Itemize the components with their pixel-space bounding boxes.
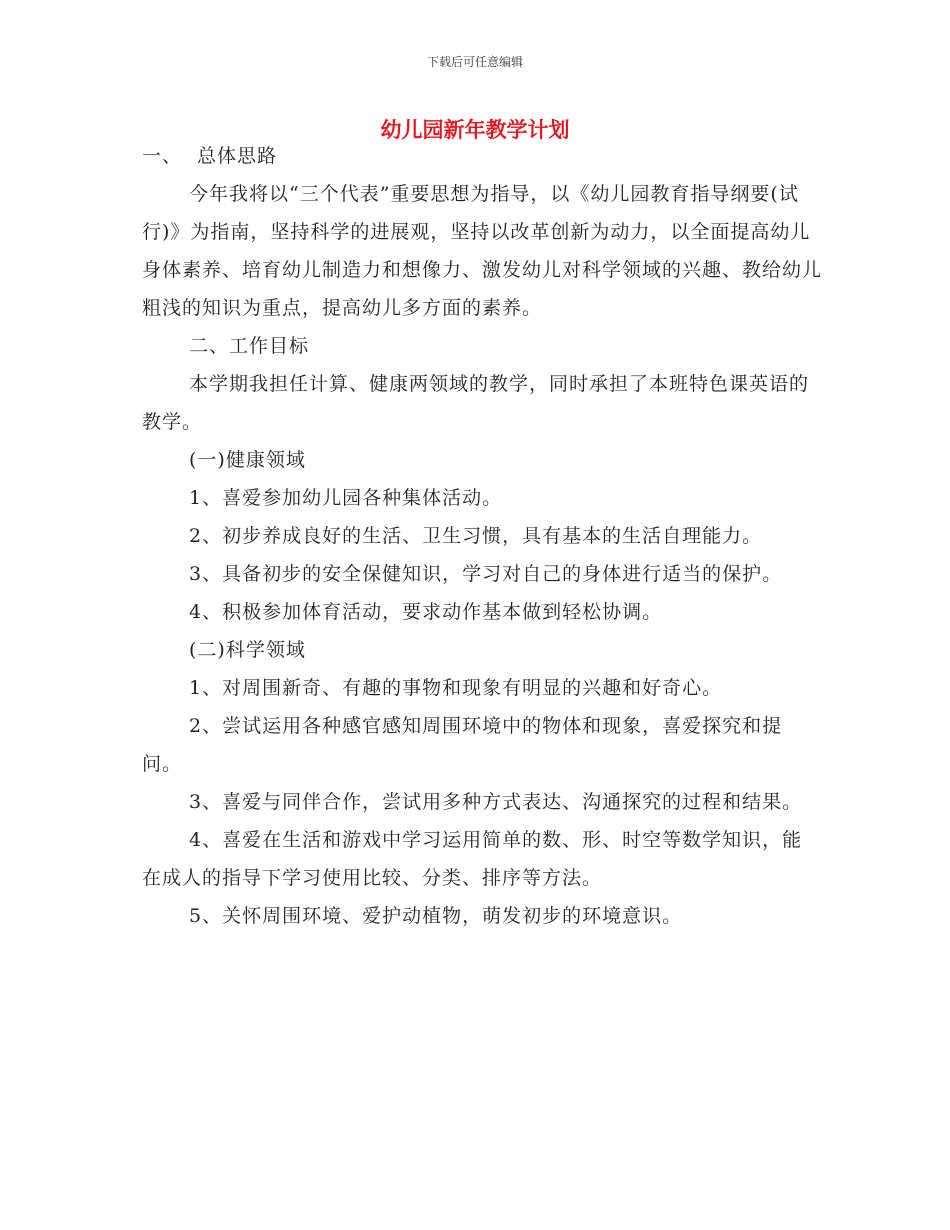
list-item: 2、尝试运用各种感官感知周围环境中的物体和现象，喜爱探究和提问。: [142, 715, 783, 775]
list-item: 3、喜爱与同伴合作，尝试用多种方式表达、沟通探究的过程和结果。: [189, 791, 803, 813]
header-note: 下载后可任意编辑: [426, 55, 523, 69]
list-item: 5、关怀周围环境、爱护动植物，萌发初步的环境意识。: [189, 905, 683, 927]
document-body: [142, 137, 822, 935]
list-item: 4、喜爱在生活和游戏中学习运用简单的数、形、时空等数学知识，能在成人的指导下学习使用比较、分类、排序等方法。: [142, 829, 803, 889]
section-heading-goals: 二、工作目标: [189, 335, 310, 357]
section-heading-overall: [142, 137, 822, 175]
list-item: 1、喜爱参加幼儿园各种集体活动。: [189, 487, 503, 509]
paragraph-goals: 本学期我担任计算、健康两领域的教学，同时承担了本班特色课英语的教学。: [142, 373, 810, 433]
list-item: 1、对周围新奇、有趣的事物和现象有明显的兴趣和好奇心。: [189, 677, 723, 699]
list-item: 2、初步养成良好的生活、卫生习惯，具有基本的生活自理能力。: [189, 525, 763, 547]
list-item: 4、积极参加体育活动，要求动作基本做到轻松协调。: [189, 601, 663, 623]
subheading-health: (一)健康领域: [189, 449, 306, 471]
paragraph-overall: 今年我将以“三个代表”重要思想为指导，以《幼儿园教育指导纲要(试行)》为指南，坚持科学的进展观，坚持以改革创新为动力，以全面提高幼儿身体素养、培育幼儿制造力和想像力、激发幼儿对科学领域的兴趣、教给幼儿粗浅的知识为重点，提高幼儿多方面的素养。: [142, 183, 823, 319]
document-title: 幼儿园新年教学计划: [380, 118, 570, 142]
section-title: 总体思路: [197, 145, 278, 167]
list-item: 3、具备初步的安全保健知识，学习对自己的身体进行适当的保护。: [189, 563, 783, 585]
section-number: 一、: [142, 145, 183, 167]
subheading-science: (二)科学领域: [189, 639, 306, 661]
